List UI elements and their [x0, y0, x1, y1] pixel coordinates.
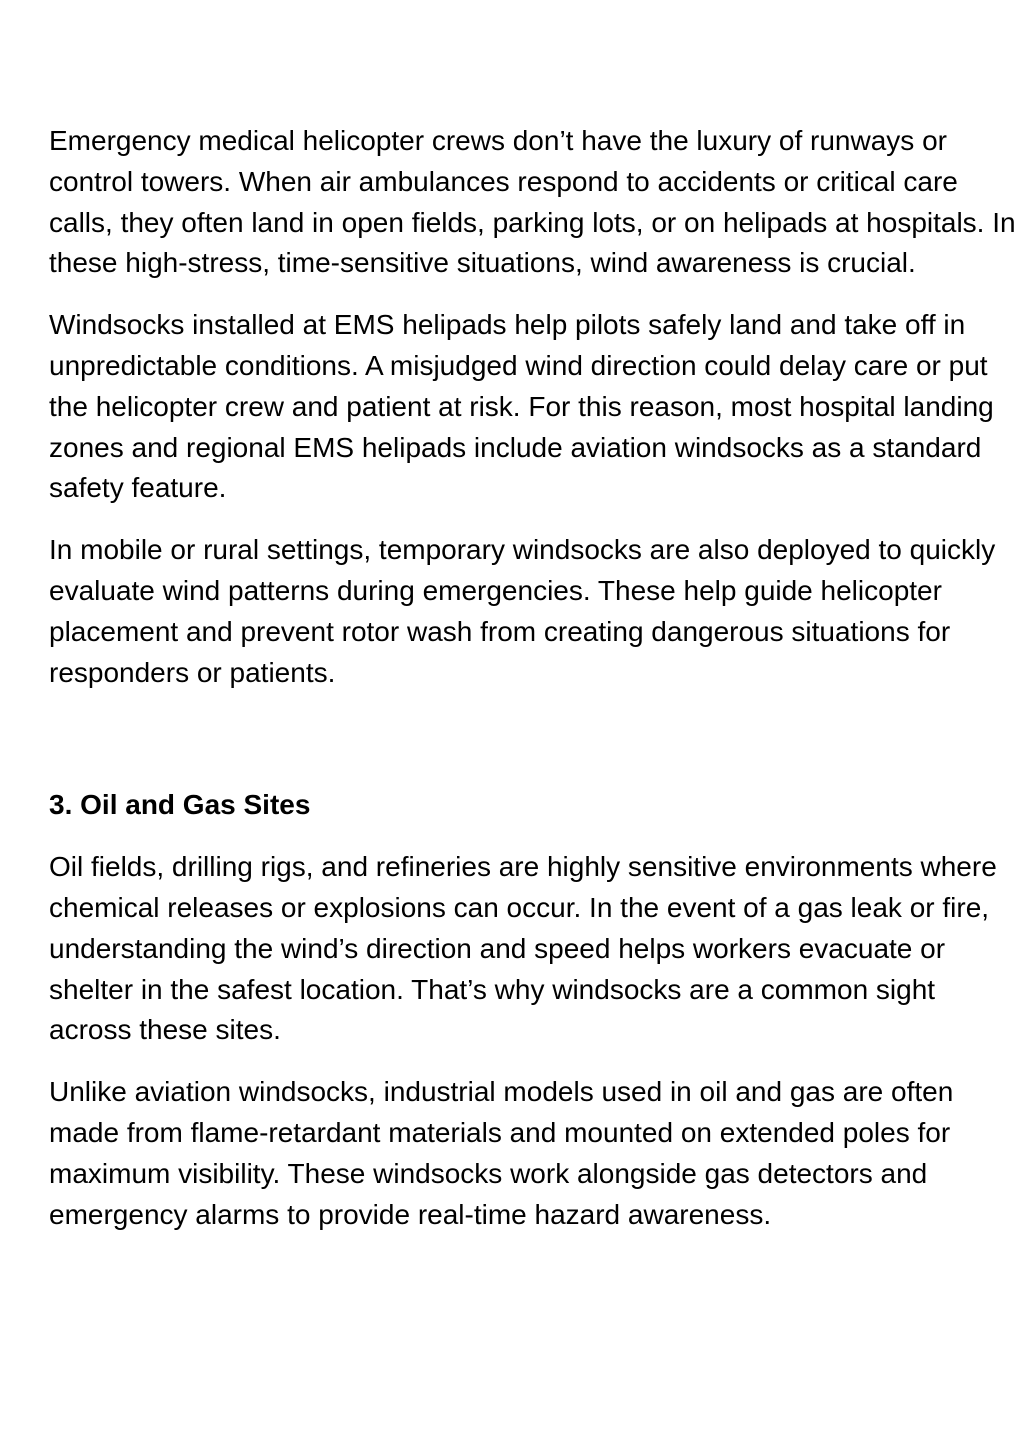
paragraph-ems-helipad-windsocks: Windsocks installed at EMS helipads help pilots safely land and take off in unpredictable conditions. A misjudged wind direction could delay care or put the helicopter crew and patient at risk. For this reason, most hospital landing zones and regional EMS helipads include aviation windsocks as a standard safety feature.	[49, 309, 994, 504]
paragraph-oil-gas-hazards: Oil fields, drilling rigs, and refineries are highly sensitive environments where chemical releases or explosions can occur. In the event of a gas leak or fire, understanding the wind’s direction and speed helps workers evacuate or shelter in the safest location. That’s why windsocks are a common sight across these sites.	[49, 851, 997, 1046]
paragraph-industrial-windsocks: Unlike aviation windsocks, industrial models used in oil and gas are often made from flame-retardant materials and mounted on extended poles for maximum visibility. These windsocks work alongside gas detectors and emergency alarms to provide real-time hazard awareness.	[49, 1076, 954, 1230]
section-heading-oil-gas: 3. Oil and Gas Sites	[49, 789, 311, 821]
document-body	[49, 121, 1019, 1256]
paragraph-mobile-rural-windsocks: In mobile or rural settings, temporary windsocks are also deployed to quickly evaluate wind patterns during emergencies. These help guide helicopter placement and prevent rotor wash from creating dangerous situations for responders or patients.	[49, 534, 996, 688]
paragraph-ems-helicopter-crews: Emergency medical helicopter crews don’t have the luxury of runways or control towers. When air ambulances respond to accidents or critical care calls, they often land in open fields, parking lots, or on helipads at hospitals. In these high-stress, time-sensitive situations, wind awareness is crucial.	[49, 125, 1016, 279]
